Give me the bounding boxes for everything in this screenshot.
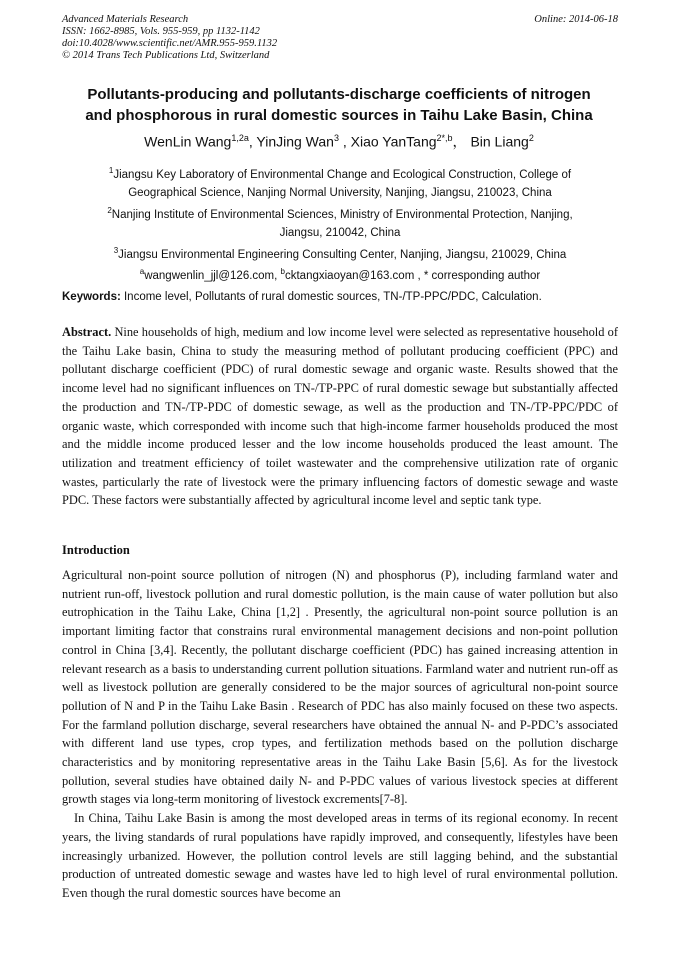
author-separator: , <box>248 133 257 150</box>
email-sup: b <box>280 267 285 277</box>
affil-sup: 2 <box>107 205 112 215</box>
email-b: cktangxiaoyan@163.com , * corresponding author <box>284 270 541 283</box>
online-date: Online: 2014-06-18 <box>534 14 618 25</box>
introduction-body <box>62 566 618 903</box>
affiliation-1-cont: Geographical Science, Nanjing Normal University, Nanjing, Jiangsu, 210023, China <box>128 186 552 199</box>
affil-sup: 3 <box>113 245 119 255</box>
paragraph: Agricultural non-point source pollution of nitrogen (N) and phosphorus (P), including farmland water and nutrient run-off, livestock pollution and rural domestic pollution, is the main cause of water pollution but also eutrophication in the Taihu Lake, China [1,2] . Presently, the agricultural non-point source pollution is an important limiting factor that constrains rural environmental management decisions and non-point pollution control in China [3,4]. Recently, the pollutant discharge coefficient (PDC) has gained increasing attention in relevant research as a basis to understanding current pollution situations. Farmland water and nutrient run-off as well as livestock pollution are generally considered to be the major sources of agricultural non-point source pollution of N and P in the Taihu Lake Basin . Research of PDC has also mainly focused on these two aspects. For the farmland pollution discharge, several researchers have obtained the annual N- and P-PDC’s associated with different land use types, crop types, and fertilization methods based on the pollution discharge characteristics and by monitoring representative areas in the Taihu Lake Basin [5,6]. As for the livestock pollution, several studies have obtained daily N- and P-PDC values of various livestock species at different growth stages via long-term monitoring of livestock excrements[7-8]. <box>62 568 618 807</box>
affiliation-3 <box>62 242 618 264</box>
author-name: WenLin Wang <box>144 133 232 150</box>
email-line <box>62 263 618 285</box>
doi-line: doi:10.4028/www.scientific.net/AMR.955-959.1132 <box>62 38 278 49</box>
title-line-2: and phosphorous in rural domestic sources in Taihu Lake Basin, China <box>85 107 593 124</box>
abstract-text: Nine households of high, medium and low income level were selected as representative household of the Taihu Lake basin, China to study the measuring method of pollutant producing coefficient (PPC) and pollutant discharge coefficient (PDC) of rural domestic sewage and organic waste. Results showed that the income level had no significant influences on TN-/TP-PPC of rural domestic sewage but substantially affected the production and TN-/TP-PDC of domestic sewage, as well as the production and TN-/TP-PPC/PDC of organic waste, which corresponded with income such that high-income farmer households produced the most and the middle income produced lesser and the low income households produced the least amount. The utilization and treatment efficiency of toilet wastewater and the comprehensive utilization rate of organic wastes, particularly the rate of livestock were the primary influencing factors of domestic sewage and waste PDC. These factors were substantially affected by agricultural income level and septic tank type. <box>62 325 618 508</box>
affiliation-1 <box>62 162 618 184</box>
author-affil-sup: 2*,b <box>436 133 453 143</box>
affil-text: Nanjing Institute of Environmental Sciences, Ministry of Environmental Protection, Nanjing, <box>111 208 573 221</box>
issn-line: ISSN: 1662-8985, Vols. 955-959, pp 1132-1142 <box>62 26 260 37</box>
copyright-line: © 2014 Trans Tech Publications Ltd, Switzerland <box>62 50 270 61</box>
author-affil-sup: 1,2a <box>231 133 249 143</box>
keywords-label: Keywords: <box>62 291 121 303</box>
abstract-label: Abstract. <box>62 325 112 339</box>
author-name: YinJing Wan <box>256 133 334 150</box>
affil-text: Jiangsu Key Laboratory of Environmental Change and Ecological Construction, College of <box>113 168 572 181</box>
email-a: wangwenlin_jjl@126.com, <box>144 270 281 283</box>
journal-name: Advanced Materials Research <box>62 14 189 25</box>
author-name: Xiao YanTang <box>350 133 437 150</box>
email-sup: a <box>139 267 145 277</box>
title-line-1: Pollutants-producing and pollutants-discharge coefficients of nitrogen <box>87 86 591 103</box>
author-affil-sup: 2 <box>528 133 534 143</box>
keywords-text: Income level, Pollutants of rural domestic sources, TN-/TP-PPC/PDC, Calculation. <box>120 291 542 303</box>
author-separator: ， <box>452 133 471 150</box>
keywords <box>62 289 618 305</box>
paragraph: In China, Taihu Lake Basin is among the most developed areas in terms of its regional economy. In recent years, the living standards of rural populations have rapidly improved, and consequently, lifestyles have been increasingly urbanized. However, the pollution control levels are still lagging behind, and the substantial production of untreated domestic sewage and wastes have led to high level of rural environmental pollution. Even though the rural domestic sources have become an <box>62 811 618 900</box>
affil-sup: 1 <box>108 166 114 175</box>
author-affil-sup: 3 <box>333 133 339 143</box>
affiliation-2 <box>62 202 618 224</box>
paper-title <box>40 84 638 126</box>
author-separator: , <box>338 133 351 150</box>
journal-header <box>62 14 618 62</box>
author-list <box>40 128 638 152</box>
section-heading-introduction: Introduction <box>62 543 130 557</box>
affiliations <box>62 162 618 285</box>
abstract <box>62 323 618 510</box>
affiliation-2-cont: Jiangsu, 210042, China <box>279 226 401 239</box>
affil-text: Jiangsu Environmental Engineering Consulting Center, Nanjing, Jiangsu, 210029, China <box>118 248 567 261</box>
author-name: Bin Liang <box>470 133 529 150</box>
